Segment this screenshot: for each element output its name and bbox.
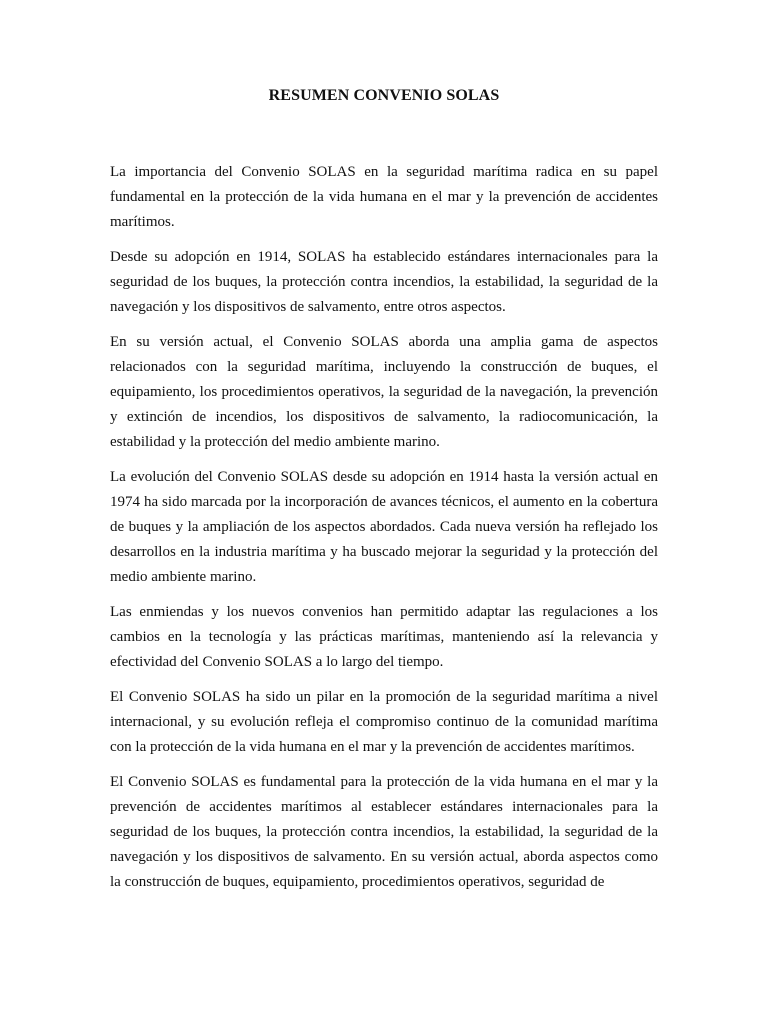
paragraph-amendments: Las enmiendas y los nuevos convenios han permitido adaptar las regulaciones a los cambios en la tecnología y las prácticas marítimas, manteniendo así la relevancia y efectividad del Convenio SOLAS a lo largo del tiempo. [110, 604, 658, 670]
paragraph-current-version: En su versión actual, el Convenio SOLAS aborda una amplia gama de aspectos relacionados con la seguridad marítima, incluyendo la construcción de buques, el equipamiento, los procedimientos operativos, la seguridad de la navegación, la prevención y extinción de incendios, los dispositivos de salvamento, la radiocomunicación, la estabilidad y la protección del medio ambiente marino. [110, 334, 658, 450]
document-body [110, 160, 658, 895]
document-title: RESUMEN CONVENIO SOLAS [268, 87, 500, 104]
paragraph-summary: El Convenio SOLAS es fundamental para la protección de la vida humana en el mar y la prevención de accidentes marítimos al establecer estándares internacionales para la seguridad de los buques, la protección contra incendios, la estabilidad, la seguridad de la navegación y los dispositivos de salvamento. En su versión actual, aborda aspectos como la construcción de buques, equipamiento, procedimientos operativos, seguridad de [110, 774, 658, 890]
paragraph-importance: La importancia del Convenio SOLAS en la seguridad marítima radica en su papel fundamental en la protección de la vida humana en el mar y la prevención de accidentes marítimos. [110, 164, 658, 230]
paragraph-evolution: La evolución del Convenio SOLAS desde su adopción en 1914 hasta la versión actual en 1974 ha sido marcada por la incorporación de avances técnicos, el aumento en la cobertura de buques y la ampliación de los aspectos abordados. Cada nueva versión ha reflejado los desarrollos en la industria marítima y ha buscado mejorar la seguridad y la protección del medio ambiente marino. [110, 469, 658, 585]
paragraph-pillar: El Convenio SOLAS ha sido un pilar en la promoción de la seguridad marítima a nivel internacional, y su evolución refleja el compromiso continuo de la comunidad marítima con la protección de la vida humana en el mar y la prevención de accidentes marítimos. [110, 689, 658, 755]
paragraph-adoption: Desde su adopción en 1914, SOLAS ha establecido estándares internacionales para la seguridad de los buques, la protección contra incendios, la estabilidad, la seguridad de la navegación y los dispositivos de salvamento, entre otros aspectos. [110, 249, 658, 315]
